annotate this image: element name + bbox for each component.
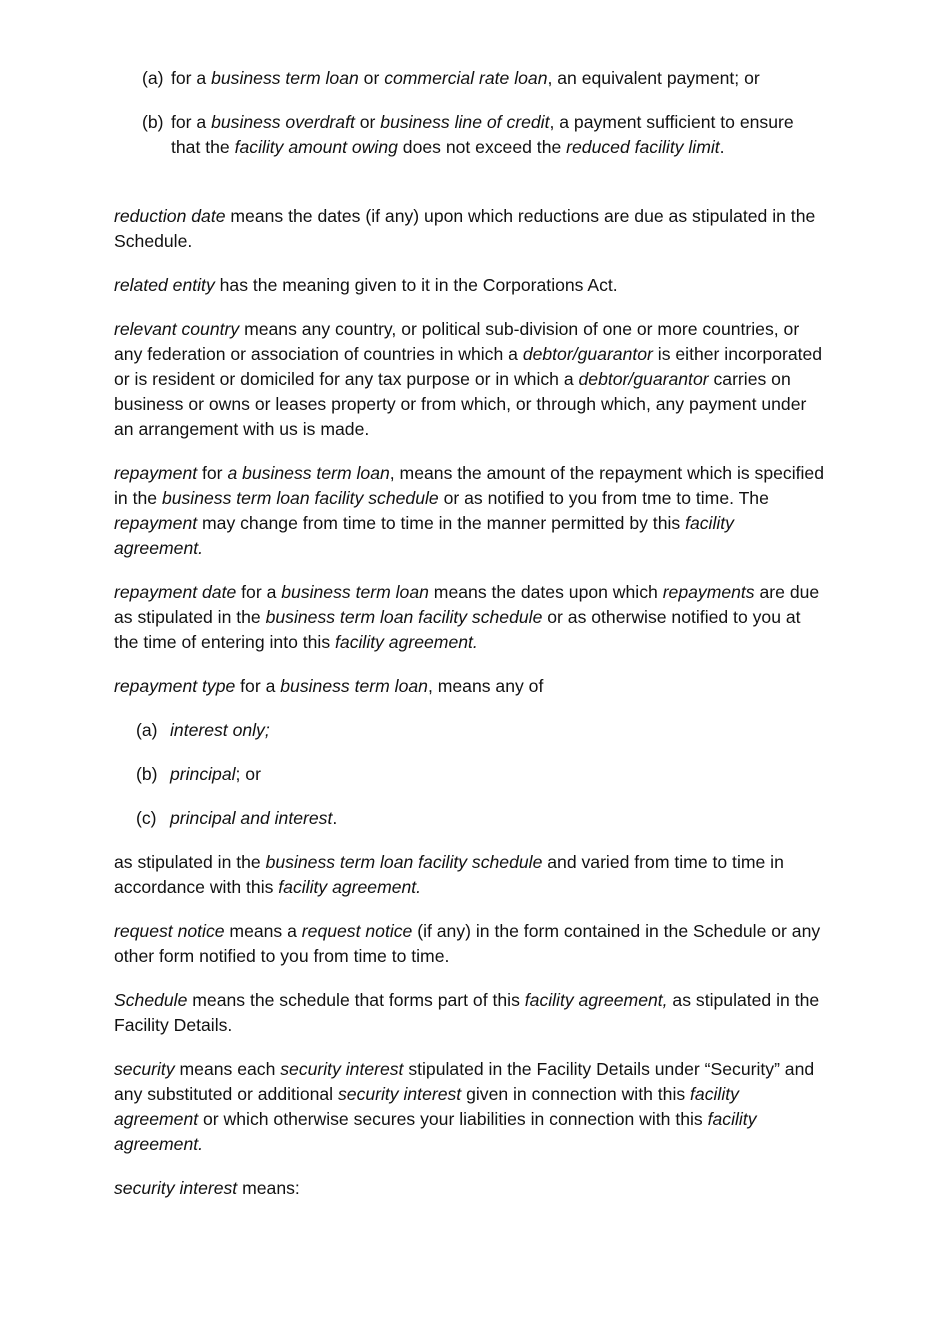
italic-term: facility agreement. bbox=[114, 1109, 757, 1154]
italic-term: related entity bbox=[114, 275, 215, 295]
text-run: or which otherwise secures your liabilities in connection with this bbox=[198, 1109, 708, 1129]
text-run: , means any of bbox=[427, 676, 544, 696]
italic-term: repayment type bbox=[114, 676, 236, 696]
italic-term: repayments bbox=[662, 582, 755, 602]
text-run: means the dates (if any) upon which reductions are due as stipulated in the Schedule. bbox=[114, 206, 816, 251]
text-run: given in connection with this bbox=[461, 1084, 691, 1104]
definition-security bbox=[114, 1057, 826, 1157]
text-run: means: bbox=[237, 1178, 300, 1198]
text-run: has the meaning given to it in the Corporations Act. bbox=[214, 275, 618, 295]
italic-term: facility agreement, bbox=[524, 990, 668, 1010]
italic-term: business term loan bbox=[280, 676, 428, 696]
text-run: means the dates upon which bbox=[428, 582, 663, 602]
text-run: for bbox=[197, 463, 228, 483]
italic-term: debtor/guarantor bbox=[578, 369, 709, 389]
repayment-type-item-b bbox=[136, 762, 736, 787]
text-run: is either incorporated or is resident or domiciled for any tax purpose or in which a bbox=[114, 344, 823, 389]
item-label: (b) bbox=[136, 764, 158, 784]
text-run: or bbox=[354, 112, 381, 132]
text-run: does not exceed the bbox=[397, 137, 567, 157]
italic-term: security interest bbox=[114, 1178, 238, 1198]
text-run: and varied from time to time in accordance with this bbox=[114, 852, 784, 897]
item-text bbox=[170, 720, 270, 740]
definition-schedule bbox=[114, 988, 826, 1038]
italic-term: business term loan facility schedule bbox=[265, 607, 543, 627]
text-run: , an equivalent payment; or bbox=[547, 68, 760, 88]
text-run: as stipulated in the Facility Details. bbox=[114, 990, 820, 1035]
sub-clause-a bbox=[142, 66, 822, 91]
item-label: (c) bbox=[136, 808, 157, 828]
text-run: stipulated in the Facility Details under “Security” and any substituted or additional bbox=[114, 1059, 815, 1104]
italic-term: facility agreement bbox=[114, 1084, 739, 1129]
definition-related-entity bbox=[114, 273, 826, 298]
italic-term: Schedule bbox=[114, 990, 188, 1010]
definition-repayment-type bbox=[114, 674, 826, 699]
text-run: may change from time to time in the manner permitted by this bbox=[197, 513, 686, 533]
italic-term: business overdraft bbox=[211, 112, 355, 132]
item-label: (a) bbox=[136, 720, 158, 740]
text-run: carries on business or owns or leases property or from which, or through which, any payment under an arrangement with us is made. bbox=[114, 369, 807, 439]
italic-term: debtor/guarantor bbox=[522, 344, 653, 364]
italic-term: a business term loan bbox=[227, 463, 390, 483]
sub-clause-text bbox=[171, 110, 802, 160]
text-run: (if any) in the form contained in the Schedule or any other form notified to you from time to time. bbox=[114, 921, 821, 966]
italic-term: repayment bbox=[114, 463, 198, 483]
italic-term: security interest bbox=[280, 1059, 404, 1079]
italic-term: principal bbox=[170, 764, 236, 784]
text-run: means each bbox=[174, 1059, 281, 1079]
text-run: as stipulated in the bbox=[114, 852, 266, 872]
item-text bbox=[170, 808, 337, 828]
definition-security-interest bbox=[114, 1176, 826, 1201]
italic-term: business term loan bbox=[281, 582, 429, 602]
text-run: , a payment sufficient to ensure that the bbox=[171, 112, 794, 157]
text-run: means any country, or political sub-division of one or more countries, or any federation or association of countries in which a bbox=[114, 319, 800, 364]
text-run: for a bbox=[236, 582, 282, 602]
text-run: or as notified to you from tme to time. The bbox=[438, 488, 769, 508]
definition-reduction-date bbox=[114, 204, 826, 254]
sub-clause-label: (a) bbox=[142, 68, 164, 88]
text-run: means a bbox=[224, 921, 302, 941]
paragraph-as-stipulated bbox=[114, 850, 826, 900]
italic-term: facility amount owing bbox=[234, 137, 398, 157]
italic-term: relevant country bbox=[114, 319, 240, 339]
text-run: , means the amount of the repayment which is specified in the bbox=[114, 463, 824, 508]
sub-clause-text bbox=[171, 66, 822, 91]
definition-relevant-country bbox=[114, 317, 826, 442]
text-run: . bbox=[719, 137, 725, 157]
italic-term: security bbox=[114, 1059, 175, 1079]
definition-repayment-date bbox=[114, 580, 826, 655]
italic-term: repayment date bbox=[114, 582, 237, 602]
italic-term: interest only; bbox=[170, 720, 270, 740]
italic-term: facility agreement. bbox=[278, 877, 422, 897]
italic-term: facility agreement. bbox=[114, 513, 734, 558]
definition-repayment bbox=[114, 461, 826, 561]
text-run: for a bbox=[171, 112, 212, 132]
sub-clause-b bbox=[142, 110, 802, 160]
italic-term: request notice bbox=[114, 921, 225, 941]
text-run: for a bbox=[235, 676, 281, 696]
italic-term: business term loan facility schedule bbox=[265, 852, 543, 872]
text-run: means the schedule that forms part of this bbox=[187, 990, 525, 1010]
text-run: ; or bbox=[235, 764, 261, 784]
italic-term: commercial rate loan bbox=[384, 68, 548, 88]
italic-term: business term loan facility schedule bbox=[161, 488, 439, 508]
definition-request-notice bbox=[114, 919, 826, 969]
text-run: for a bbox=[171, 68, 212, 88]
italic-term: business term loan bbox=[211, 68, 359, 88]
item-text bbox=[170, 764, 261, 784]
italic-term: reduced facility limit bbox=[566, 137, 720, 157]
text-run: . bbox=[332, 808, 338, 828]
repayment-type-item-c bbox=[136, 806, 736, 831]
italic-term: repayment bbox=[114, 513, 198, 533]
italic-term: request notice bbox=[301, 921, 413, 941]
text-run: or bbox=[358, 68, 385, 88]
repayment-type-item-a bbox=[136, 718, 736, 743]
italic-term: security interest bbox=[337, 1084, 462, 1104]
italic-term: business line of credit bbox=[380, 112, 550, 132]
text-run: or as otherwise notified to you at the time of entering into this bbox=[114, 607, 801, 652]
italic-term: facility agreement. bbox=[335, 632, 478, 652]
text-run: are due as stipulated in the bbox=[114, 582, 820, 627]
sub-clause-label: (b) bbox=[142, 112, 164, 132]
italic-term: reduction date bbox=[114, 206, 226, 226]
italic-term: principal and interest bbox=[170, 808, 333, 828]
